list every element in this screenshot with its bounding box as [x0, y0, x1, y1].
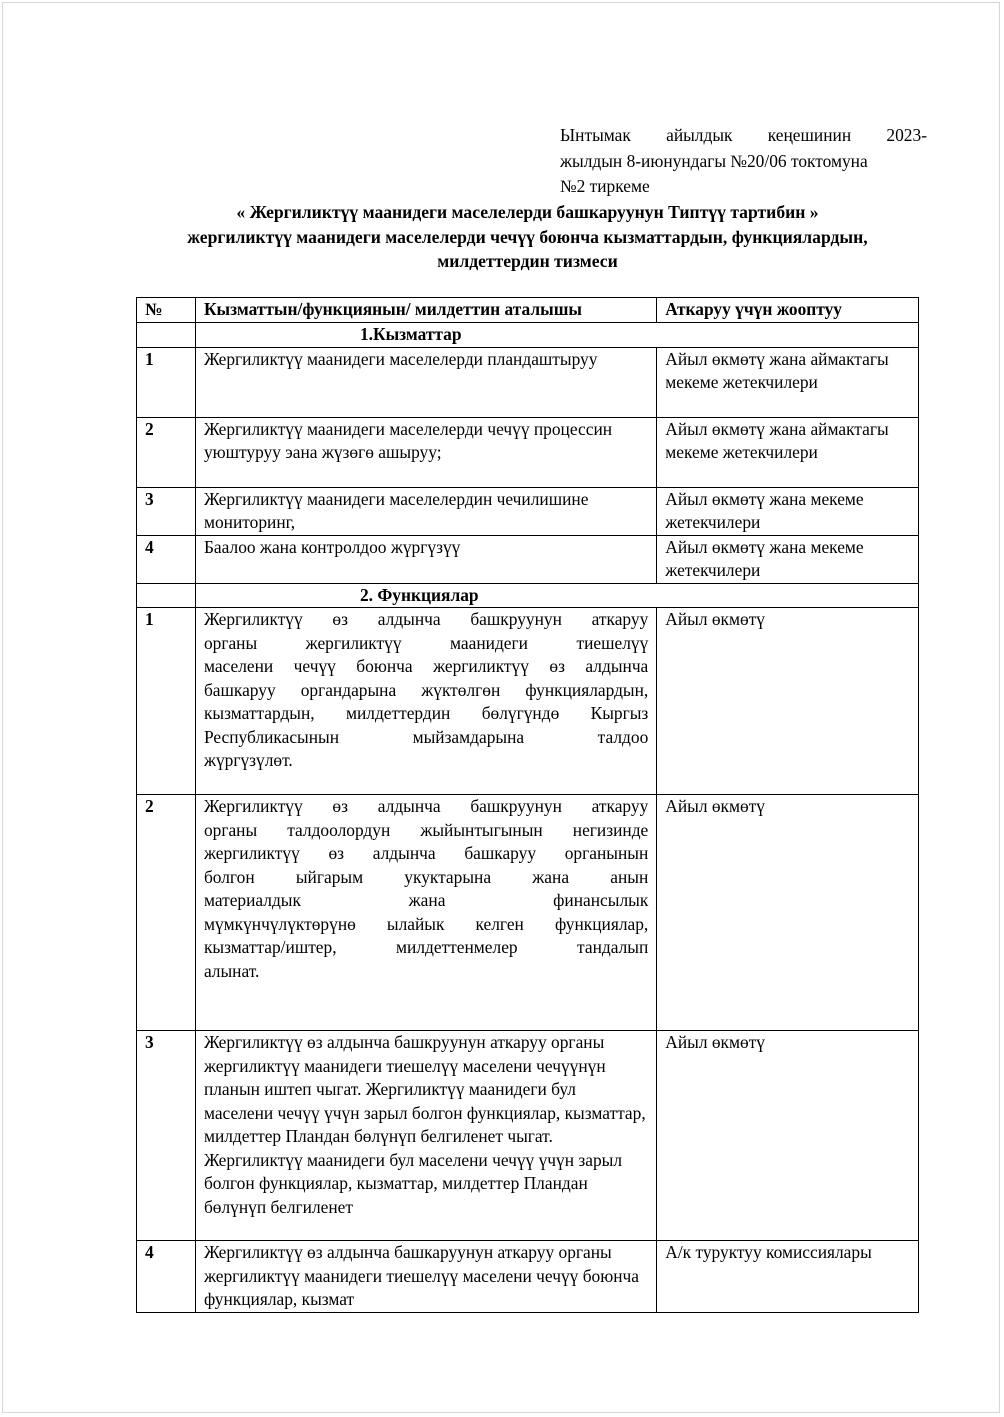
table-row: [137, 417, 919, 487]
section-row-services: [137, 323, 919, 348]
annex-line-2: жылдын 8-июнундагы №20/06 токтомуна: [560, 150, 868, 171]
section-title-cell: [195, 583, 918, 608]
row-line: жергиликтүү өз алдынча башкаруу органынын: [203, 843, 649, 863]
annex-line-1: Ынтымак айылдык кеңешинин 2023-: [560, 125, 927, 145]
row-responsible: Айыл өкмөтү жана аймактагы мекеме жетекчилери: [657, 347, 919, 417]
section-empty-cell: [137, 583, 196, 608]
section-row-functions: [137, 583, 919, 608]
row-num: 2: [137, 417, 196, 487]
table-row: [137, 608, 919, 795]
row-line: алынат.: [203, 960, 260, 981]
row-line: жүргүзүлөт.: [203, 750, 293, 770]
row-responsible: Айыл өкмөтү жана аймактагы мекеме жетекчилери: [657, 417, 919, 487]
row-line: башкаруу органдарына жүктөлгөн функциялардын,: [203, 679, 649, 700]
section-title-cell: [195, 323, 918, 348]
row-num: 3: [137, 1031, 196, 1241]
row-num: 4: [137, 1241, 196, 1313]
header-name: Кызматтын/функциянын/ милдеттин аталышы: [195, 298, 656, 323]
row-num: 1: [137, 608, 196, 795]
row-num: 4: [137, 535, 196, 583]
row-responsible: Айыл өкмөтү: [657, 1031, 919, 1241]
row-name: Баалоо жана контролдоо жүргүзүү: [195, 535, 656, 583]
row-responsible: Айыл өкмөтү жана мекеме жетекчилери: [657, 487, 919, 535]
header-responsible: Аткаруу үчүн жооптуу: [657, 298, 919, 323]
section-title: 2. Функциялар: [359, 584, 479, 605]
row-responsible: А/к туруктуу комиссиялары: [657, 1241, 919, 1313]
document-title: [136, 200, 919, 274]
row-responsible: Айыл өкмөтү: [657, 795, 919, 1031]
row-line: материалдык жана финансылык: [203, 890, 649, 910]
section-empty-cell: [137, 323, 196, 348]
row-line: кызматтар/иштер, милдеттенмелер тандалып: [203, 937, 649, 957]
row-responsible: Айыл өкмөтү жана мекеме жетекчилери: [657, 535, 919, 583]
row-line: органы талдоолордун жыйынтыгынын негизинде: [203, 819, 649, 840]
row-name: Жергиликтүү маанидеги маселелерди пландаштыруу: [195, 347, 656, 417]
row-line: болгон ыйгарым укуктарына жана анын: [203, 866, 649, 887]
row-name: Жергиликтүү өз алдынча башкруунун аткаруу органы жергиликтүү маанидеги тиешелүү маселени чечүүнүн планын иштеп чыгат. Жергиликтүү маанидеги бул маселени чечүү үчүн зарыл болгон функциялар, кызматтар, милдеттер Пландан бөлүнүп белгиленет чыгат. Жергиликтүү маанидеги бул маселени чечүү үчүн зарыл болгон функциялар, кызматтар, милдеттер Пландан бөлүнүп белгиленет: [195, 1031, 656, 1241]
row-num: 2: [137, 795, 196, 1031]
row-name: Жергиликтүү маанидеги маселелердин чечилишине мониторинг,: [195, 487, 656, 535]
row-name: [195, 795, 656, 1031]
table-row: [137, 487, 919, 535]
row-responsible: Айыл өкмөтү: [657, 608, 919, 795]
row-line: Республикасынын мыйзамдарына талдоо: [203, 726, 649, 747]
row-name: Жергиликтүү маанидеги маселелерди чечүү процессин уюштуруу эана жүзөгө ашыруу;: [195, 417, 656, 487]
title-line-1: « Жергиликтүү маанидеги маселелерди башкаруунун Типтүү тартибин »: [236, 202, 819, 222]
table-row: [137, 347, 919, 417]
section-title: 1.Кызматтар: [359, 324, 462, 344]
annex-line-3: №2 тиркеме: [560, 176, 650, 196]
row-line: мүмкүнчүлүктөрүнө ылайык келген функциялар,: [203, 913, 649, 934]
header-num: №: [137, 298, 196, 323]
row-line: маселени чечүү боюнча жергиликтүү өз алдынча: [203, 656, 649, 676]
table-row: [137, 535, 919, 583]
row-line: Жергиликтүү өз алдынча башкруунун аткаруу: [203, 609, 649, 629]
row-num: 1: [137, 347, 196, 417]
row-num: 3: [137, 487, 196, 535]
table-row: [137, 1241, 919, 1313]
table-header-row: [137, 298, 919, 323]
row-name: [195, 608, 656, 795]
title-line-3: милдеттердин тизмеси: [437, 251, 618, 271]
functions-table: [136, 297, 919, 1313]
table-row: [137, 1031, 919, 1241]
title-line-2: жергиликтүү маанидеги маселелерди чечүү боюнча кызматтардын, функциялардын,: [187, 226, 868, 247]
row-name: Жергиликтүү өз алдынча башкаруунун аткаруу органы жергиликтүү маанидеги тиешелүү маселени чечүү боюнча функциялар, кызмат: [195, 1241, 656, 1313]
row-line: Жергиликтүү өз алдынча башкруунун аткаруу: [203, 796, 649, 816]
row-line: органы жергиликтүү маанидеги тиешелүү: [203, 632, 649, 653]
row-line: кызматтардын, милдеттердин бөлүгүндө Кыргыз: [203, 703, 649, 723]
annex-note: [560, 123, 927, 200]
table-row: [137, 795, 919, 1031]
